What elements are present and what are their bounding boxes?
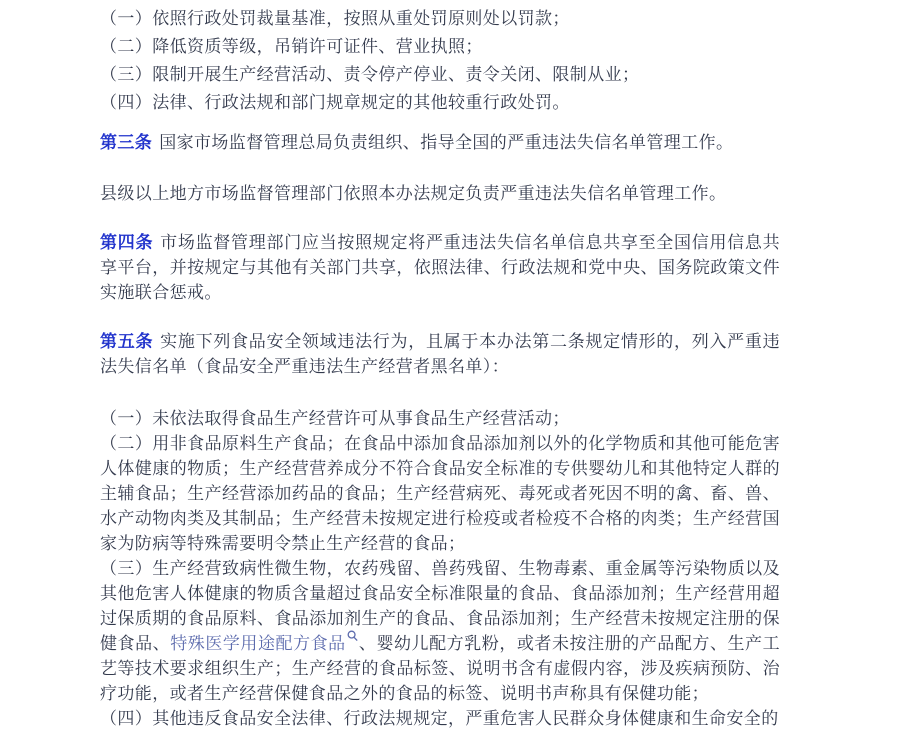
food-item-3-text-after: 、婴幼儿配方乳粉，或者未按注册的产品配方、生产工艺等技术要求组织生产；生产经营的食品标签、说明书含有虚假内容，涉及疾病预防、治疗功能，或者生产经营保健食品之外的食品的标签、说明书声称具有保健功能； [100, 634, 781, 703]
food-violation-items-list [100, 406, 780, 731]
food-item-3 [100, 556, 780, 706]
food-item-2: （二）用非食品原料生产食品；在食品中添加食品添加剂以外的化学物质和其他可能危害人体健康的物质；生产经营营养成分不符合食品安全标准的专供婴幼儿和其他特定人群的主辅食品；生产经营添加药品的食品；生产经营病死、毒死或者死因不明的禽、畜、兽、水产动物肉类及其制品；生产经营未按规定进行检疫或者检疫不合格的肉类；生产经营国家为防病等特殊需要明令禁止生产经营的食品； [100, 434, 780, 553]
article-5-text: 实施下列食品安全领域违法行为，且属于本办法第二条规定情形的，列入严重违法失信名单（食品安全严重违法生产经营者黑名单）： [100, 332, 781, 376]
article-3-sub-paragraph: 县级以上地方市场监督管理部门依照本办法规定负责严重违法失信名单管理工作。 [100, 184, 727, 203]
baike-entry-magnifier-icon[interactable] [347, 630, 358, 642]
regulation-document [100, 6, 780, 731]
article-4-number: 第四条 [100, 233, 154, 252]
special-medical-food-link[interactable]: 特殊医学用途配方食品 [170, 634, 346, 653]
food-item-3-text-before: （三）生产经营致病性微生物，农药残留、兽药残留、生物毒素、重金属等污染物质以及其他危害人体健康的物质含量超过食品安全标准限量的食品、食品添加剂；生产经营用超过保质期的食品原料、食品添加剂生产的食品、食品添加剂；生产经营未按规定注册的保健食品、 [100, 559, 780, 653]
food-item-4: （四）其他违反食品安全法律、行政法规规定，严重危害人民群众身体健康和生命安全的 [100, 709, 779, 728]
article-3-paragraph [100, 130, 780, 155]
article-3-text: 国家市场监督管理总局负责组织、指导全国的严重违法失信名单管理工作。 [159, 133, 734, 152]
penalty-item-4: （四）法律、行政法规和部门规章规定的其他较重行政处罚。 [100, 93, 570, 112]
penalty-item-2: （二）降低资质等级，吊销许可证件、营业执照； [100, 37, 483, 56]
penalty-item-3: （三）限制开展生产经营活动、责令停产停业、责令关闭、限制从业； [100, 65, 640, 84]
article-5-number: 第五条 [100, 332, 154, 351]
article-4-paragraph [100, 230, 780, 305]
article-3-number: 第三条 [100, 133, 153, 152]
penalty-item-1: （一）依照行政处罚裁量基准，按照从重处罚原则处以罚款； [100, 9, 570, 28]
penalty-measures-list [100, 6, 780, 115]
food-item-1: （一）未依法取得食品生产经营许可从事食品生产经营活动； [100, 409, 570, 428]
article-5-paragraph [100, 329, 780, 379]
article-4-text: 市场监督管理部门应当按照规定将严重违法失信名单信息共享至全国信用信息共享平台，并按规定与其他有关部门共享，依照法律、行政法规和党中央、国务院政策文件实施联合惩戒。 [100, 233, 781, 302]
